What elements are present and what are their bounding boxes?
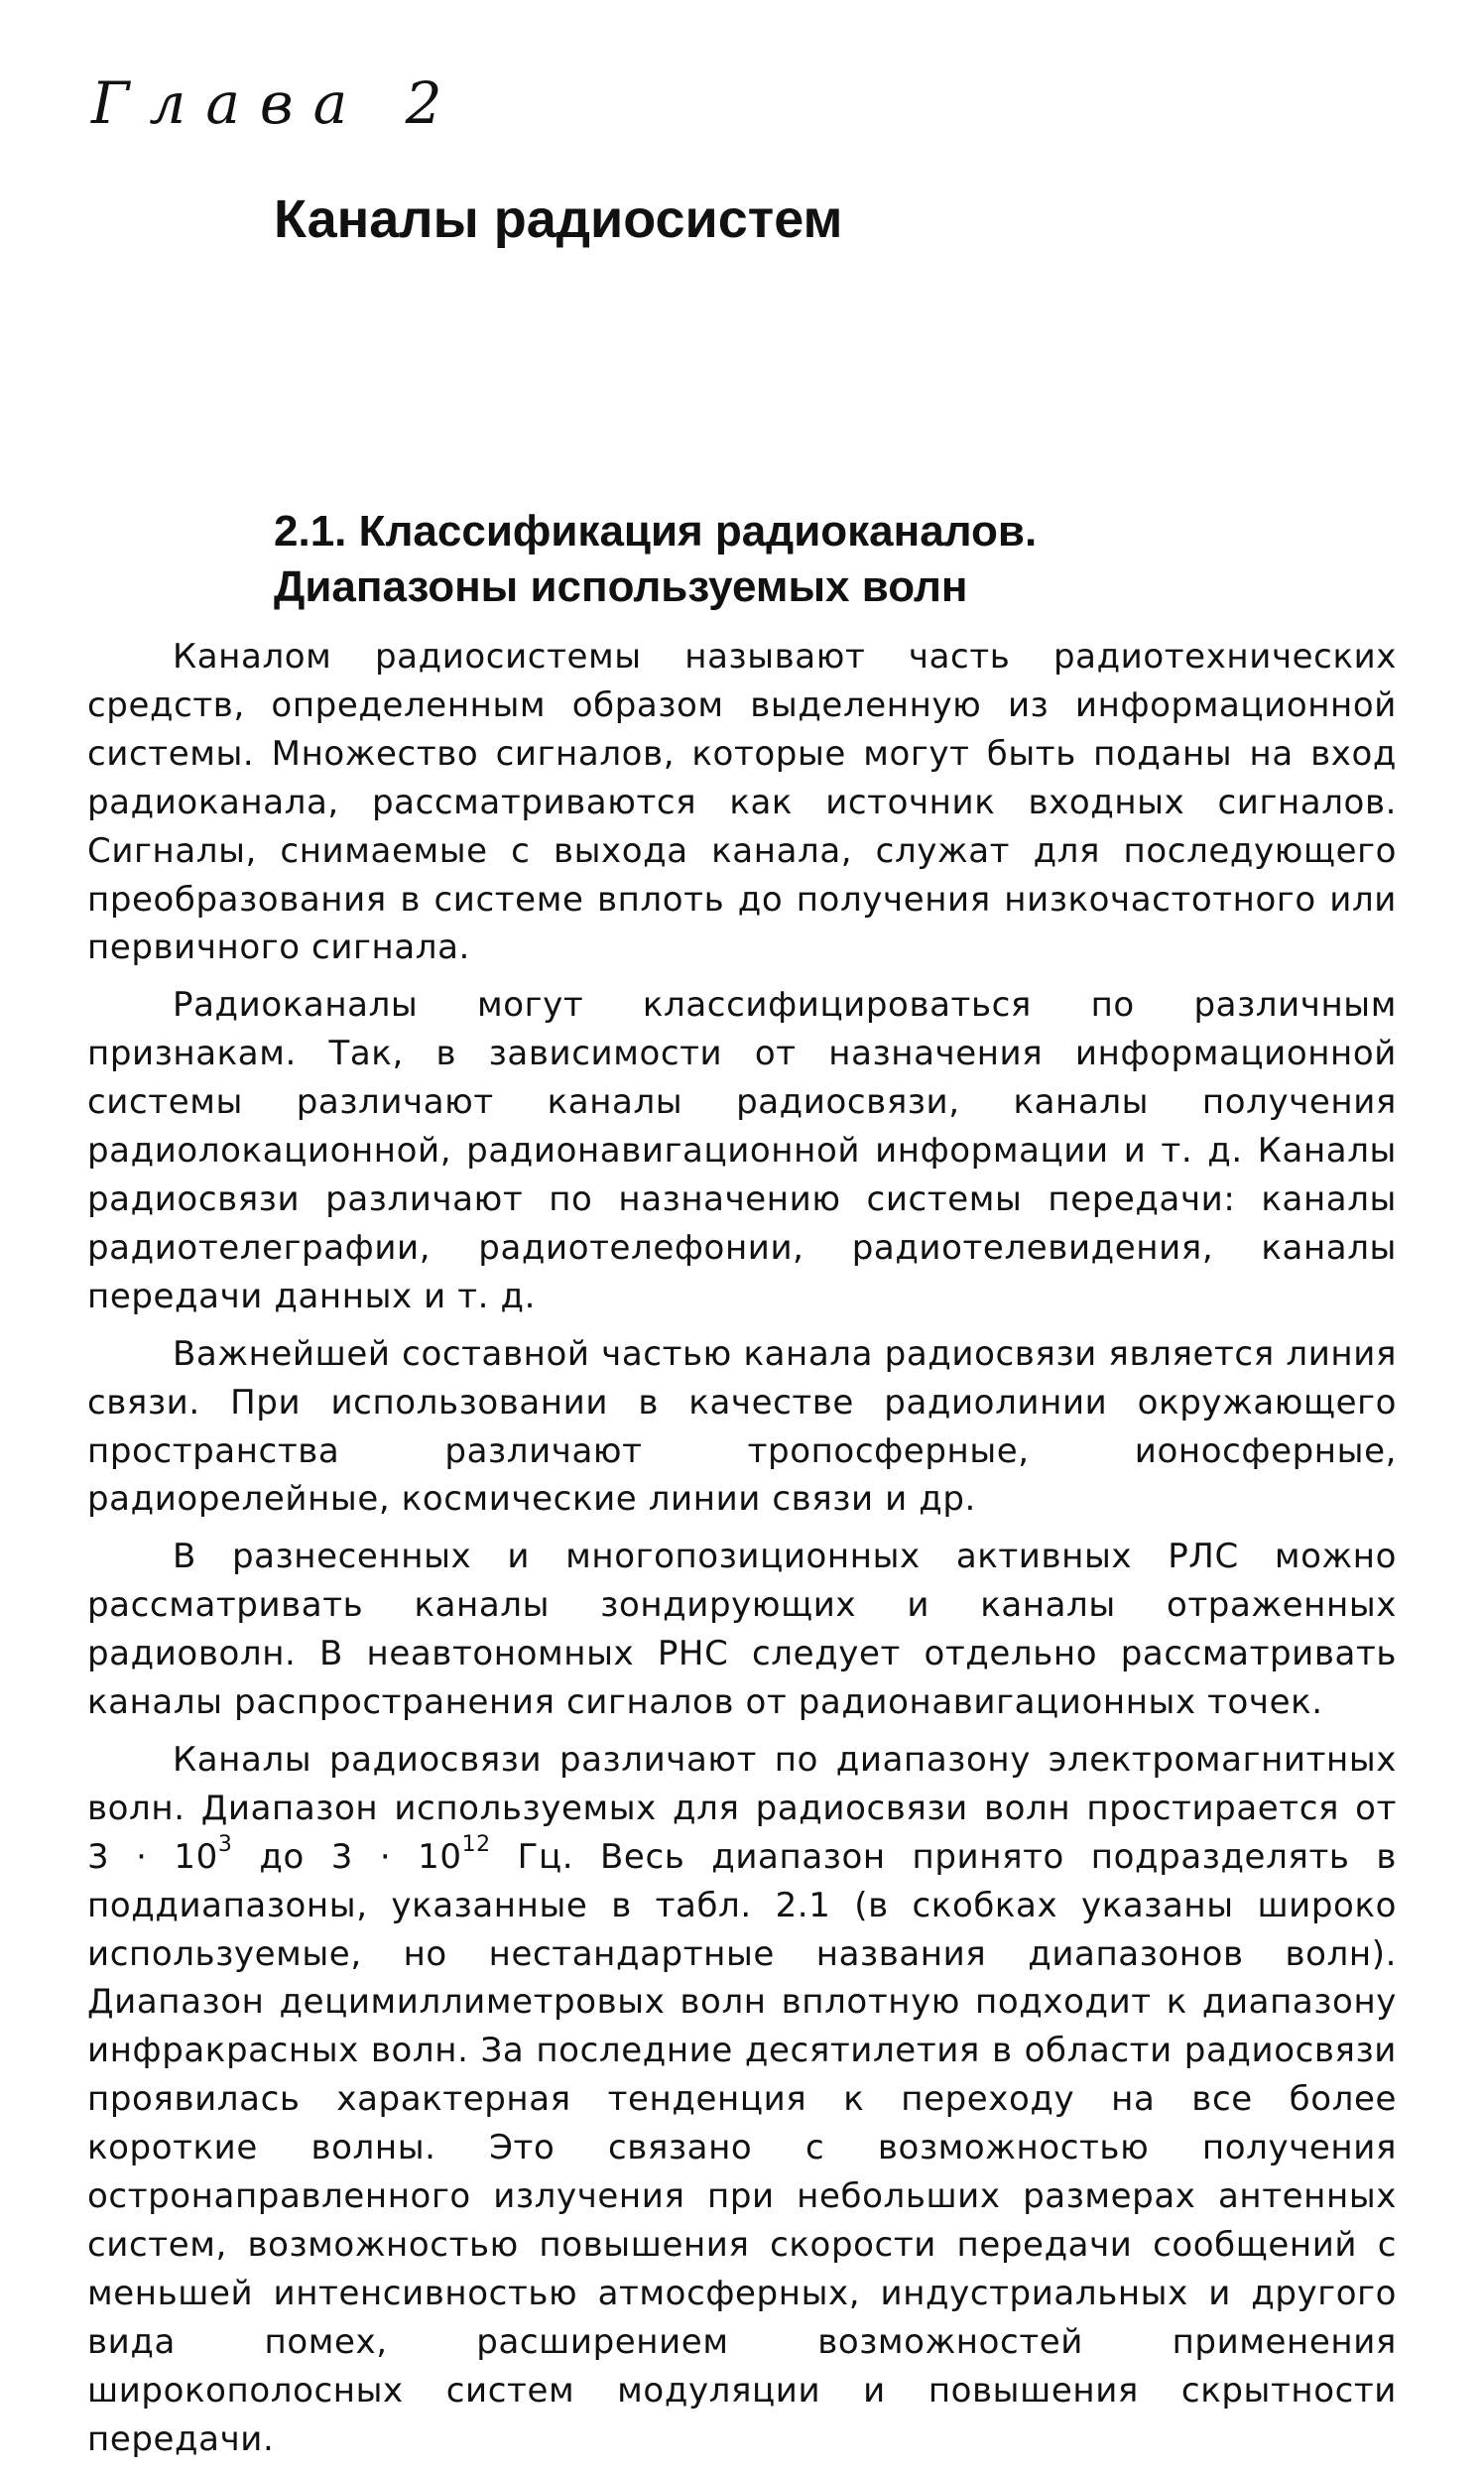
paragraph-5-part-2: до 3 · 10 xyxy=(232,1836,462,1877)
body-text xyxy=(87,633,1397,2473)
paragraph-2: Радиоканалы могут классифицироваться по различным признакам. Так, в зависимости от назначения информационной системы различают каналы радиосвязи, каналы получения радиолокационной, радионавигационной информации и т. д. Каналы радиосвязи различают по назначению системы передачи: каналы радиотелеграфии, радиотелефонии, радиотелевидения, каналы передачи данных и т. д. xyxy=(87,985,1397,1316)
exponent-3: 3 xyxy=(217,1832,233,1858)
section-title-line-1: 2.1. Классификация радиоканалов. xyxy=(274,507,1038,556)
paragraph-3: Важнейшей составной частью канала радиосвязи является линия связи. При использовании в качестве радиолинии окружающего пространства различают тропосферные, ионосферные, радиорелейные, космические линии связи и др. xyxy=(87,1333,1397,1520)
paragraph-5-part-3: Гц. Весь диапазон принято подразделять в поддиапазоны, указанные в табл. 2.1 (в скобках указаны широко используемые, но нестандартные названия диапазонов волн). Диапазон децимиллиметровых волн вплотную подходит к диапазону инфракрасных волн. За последние десятилетия в области радиосвязи проявилась характерная тенденция к переходу на все более короткие волны. Это связано с возможностью получения остронаправленного излучения при небольших размерах антенных систем, возможностью повышения скорости передачи сообщений с меньшей интенсивностью атмосферных, индустриальных и другого вида помех, расширением возможностей применения широкополосных систем модуляции и повышения скрытности передачи. xyxy=(87,1836,1398,2459)
paragraph-4: В разнесенных и многопозиционных активных РЛС можно рассматривать каналы зондирующих и каналы отраженных радиоволн. В неавтономных РНС следует отдельно рассматривать каналы распространения сигналов от радионавигационных точек. xyxy=(87,1537,1397,1723)
section-title xyxy=(274,504,1037,615)
chapter-title: Каналы радиосистем xyxy=(274,189,843,249)
paragraph-1: Каналом радиосистемы называют часть радиотехнических средств, определенным образом выделенную из информационной системы. Множество сигналов, которые могут быть поданы на вход радиоканала, рассматриваются как источник входных сигналов. Сигналы, снимаемые с выхода канала, служат для последующего преобразования в системе вплоть до получения низкочастотного или первичного сигнала. xyxy=(87,637,1397,968)
section-title-line-2: Диапазоны используемых волн xyxy=(274,562,968,611)
paragraph-5 xyxy=(87,1736,1397,2464)
chapter-label: Глава 2 xyxy=(91,69,462,137)
paragraph-5-part-1: Каналы радиосвязи различают по диапазону электромагнитных волн. Диапазон используемых для радиосвязи волн простирается от 3 · 10 xyxy=(87,1739,1397,1877)
exponent-12: 12 xyxy=(461,1832,491,1858)
